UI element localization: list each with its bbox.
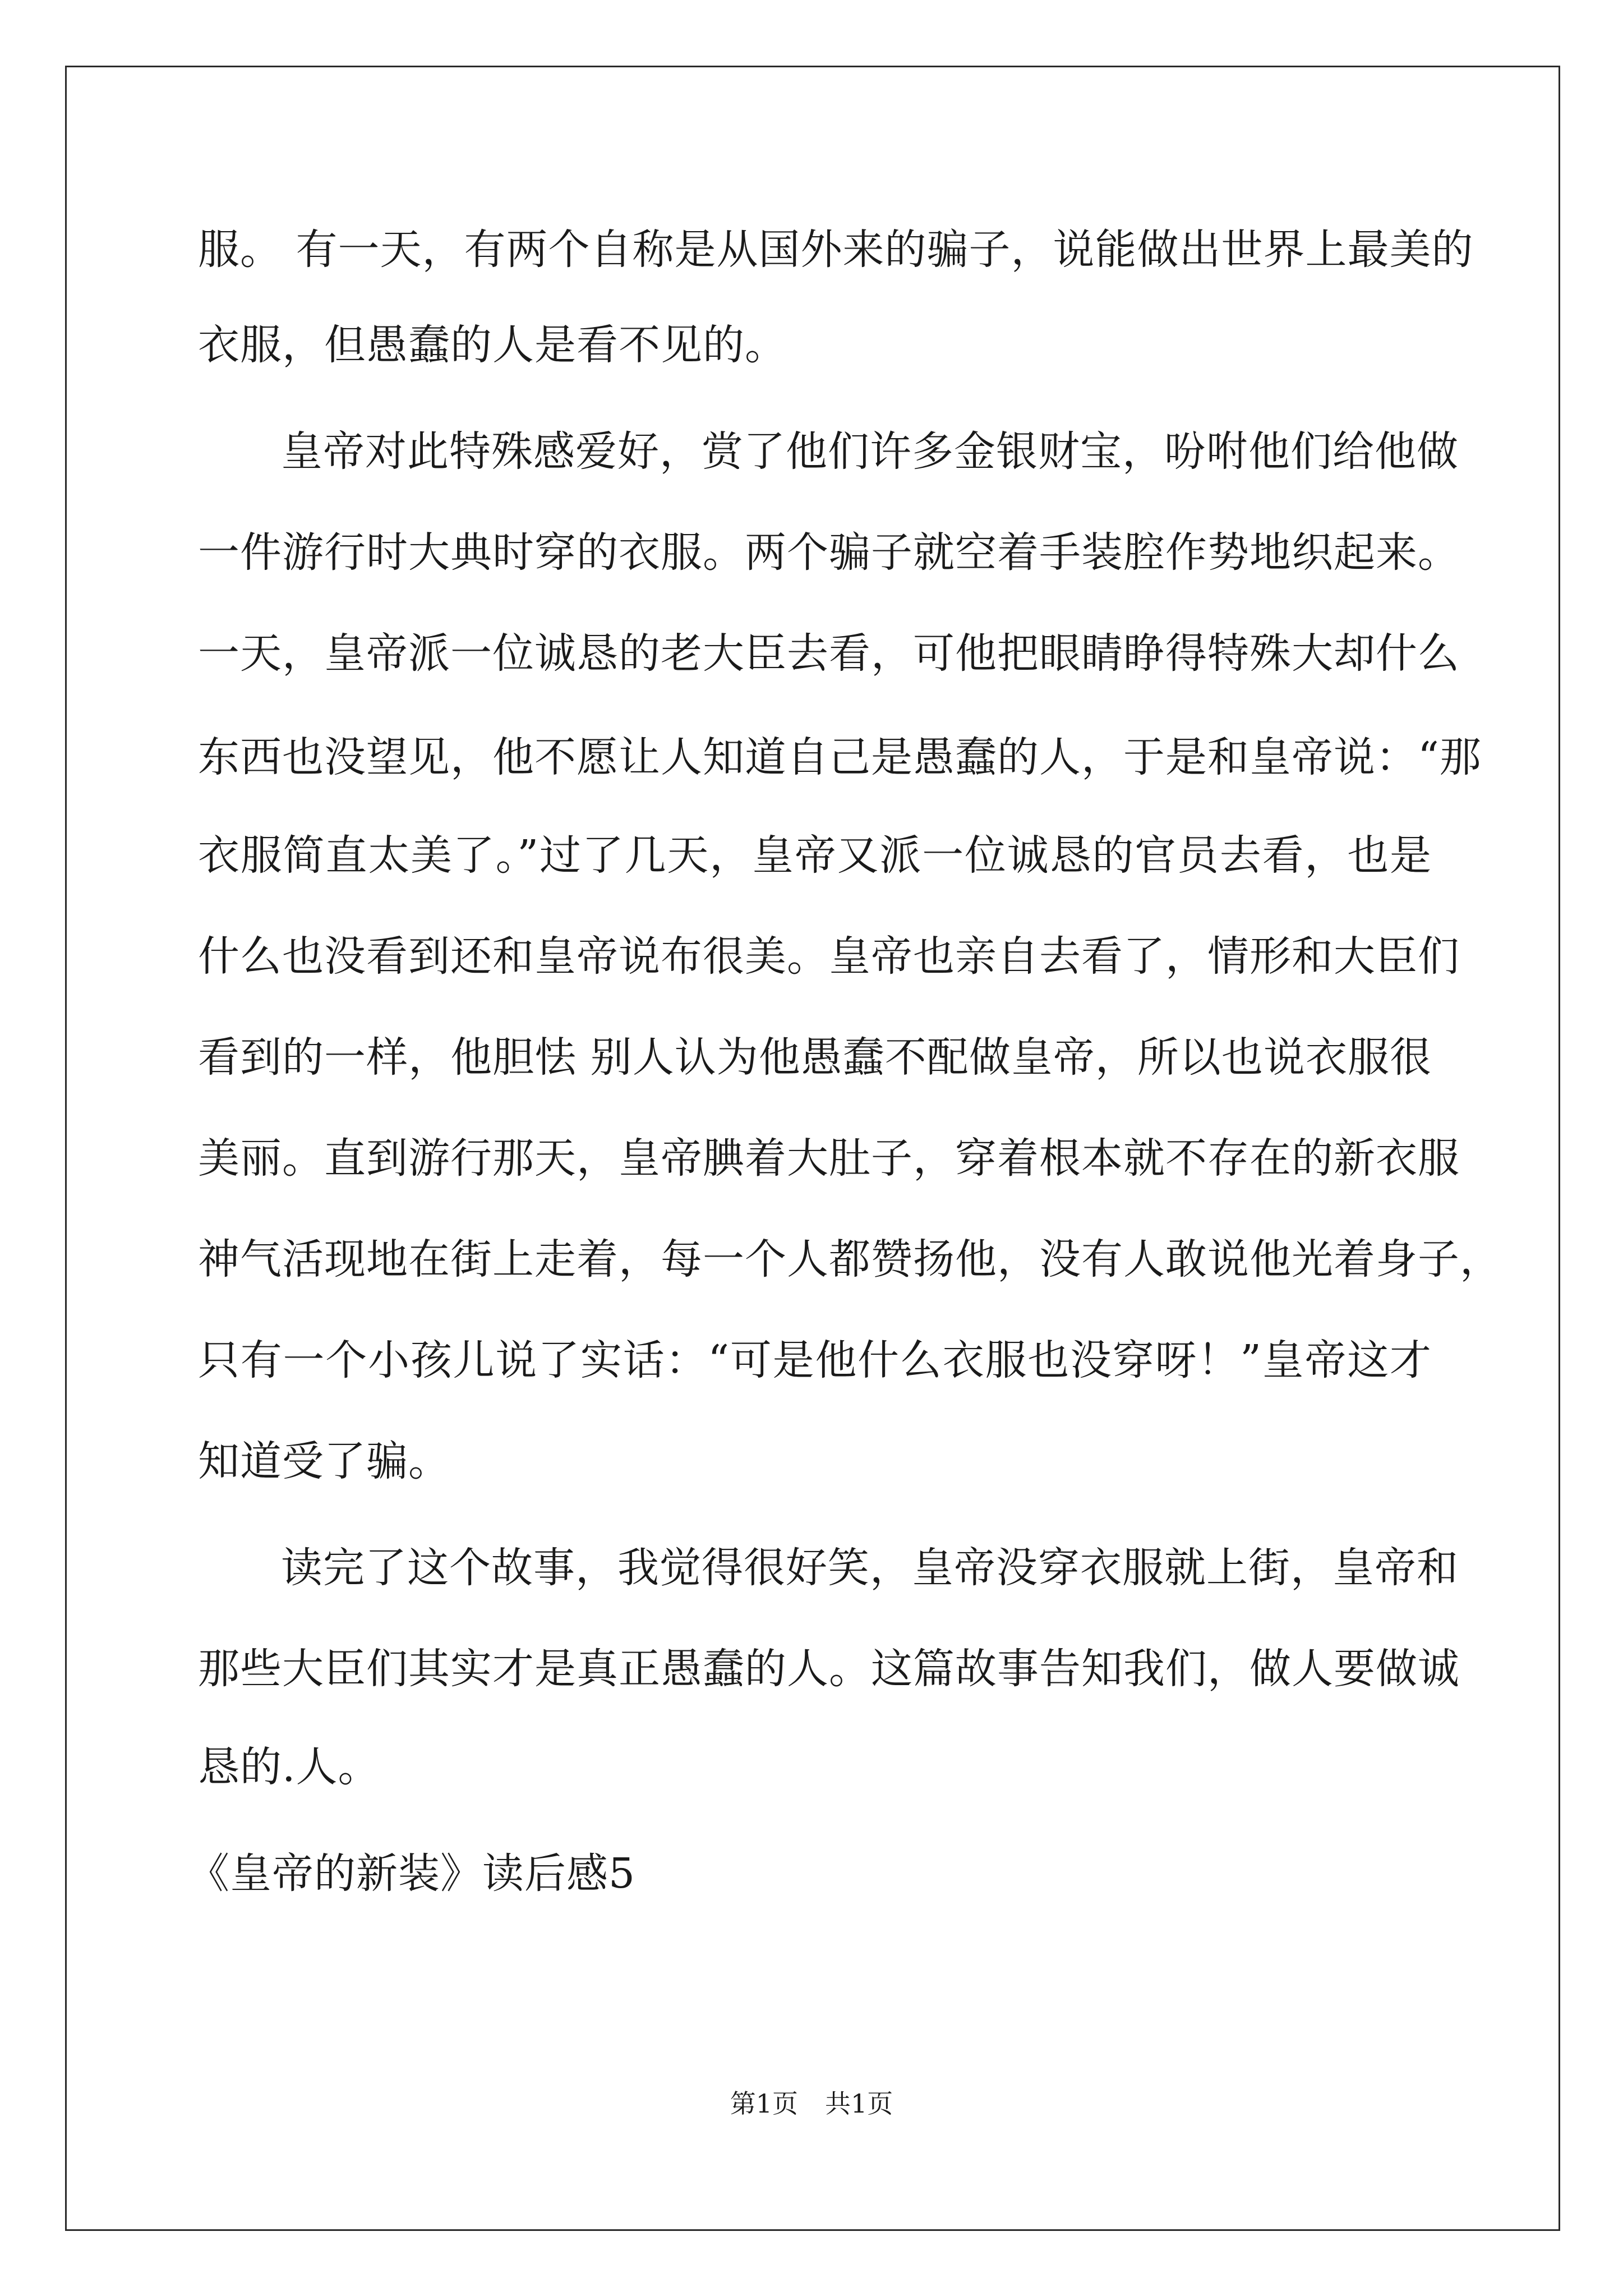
text-line: 看到的一样，他胆怯 别人认为他愚蠢不配做皇帝，所以也说衣服很 [198,1033,1432,1082]
page-number: 第1页 [730,2088,798,2119]
text-line: 只有一个小孩儿说了实话：“可是他什么衣服也没穿呀！”皇帝这才 [198,1336,1432,1384]
text-line: 衣服简直太美了。”过了几天，皇帝又派一位诚恳的官员去看，也是 [198,831,1432,880]
text-line: 知道受了骗。 [198,1437,450,1485]
text-line: 皇帝对此特殊感爱好，赏了他们许多金银财宝，吩咐他们给他做 [281,427,1459,476]
page-total: 共1页 [825,2088,893,2119]
text-line: 恳的.人。 [198,1743,380,1791]
text-line: 衣服，但愚蠢的人是看不见的。 [198,321,787,369]
text-line: 服。 有一天，有两个自称是从国外来的骗子，说能做出世界上最美的 [198,226,1474,274]
text-line: 神气活现地在街上走着，每一个人都赞扬他，没有人敢说他光着身子， [198,1235,1502,1283]
text-line: 那些大臣们其实才是真正愚蠢的人。这篇故事告知我们，做人要做诚 [198,1645,1460,1693]
text-line: 东西也没望见，他不愿让人知道自己是愚蠢的人，于是和皇帝说：“那 [198,733,1482,781]
text-line: 一天，皇帝派一位诚恳的老大臣去看，可他把眼睛睁得特殊大却什么 [198,629,1460,678]
page-footer [0,2087,1623,2120]
text-line: 美丽。直到游行那天，皇帝腆着大肚子，穿着根本就不存在的新衣服 [198,1134,1460,1182]
section-heading: 《皇帝的新装》读后感5 [188,1849,636,1898]
text-line: 一件游行时大典时穿的衣服。两个骗子就空着手装腔作势地织起来。 [198,528,1460,577]
text-line: 什么也没看到还和皇帝说布很美。皇帝也亲自去看了，情形和大臣们 [198,932,1460,981]
text-line: 读完了这个故事，我觉得很好笑，皇帝没穿衣服就上街，皇帝和 [281,1544,1459,1592]
